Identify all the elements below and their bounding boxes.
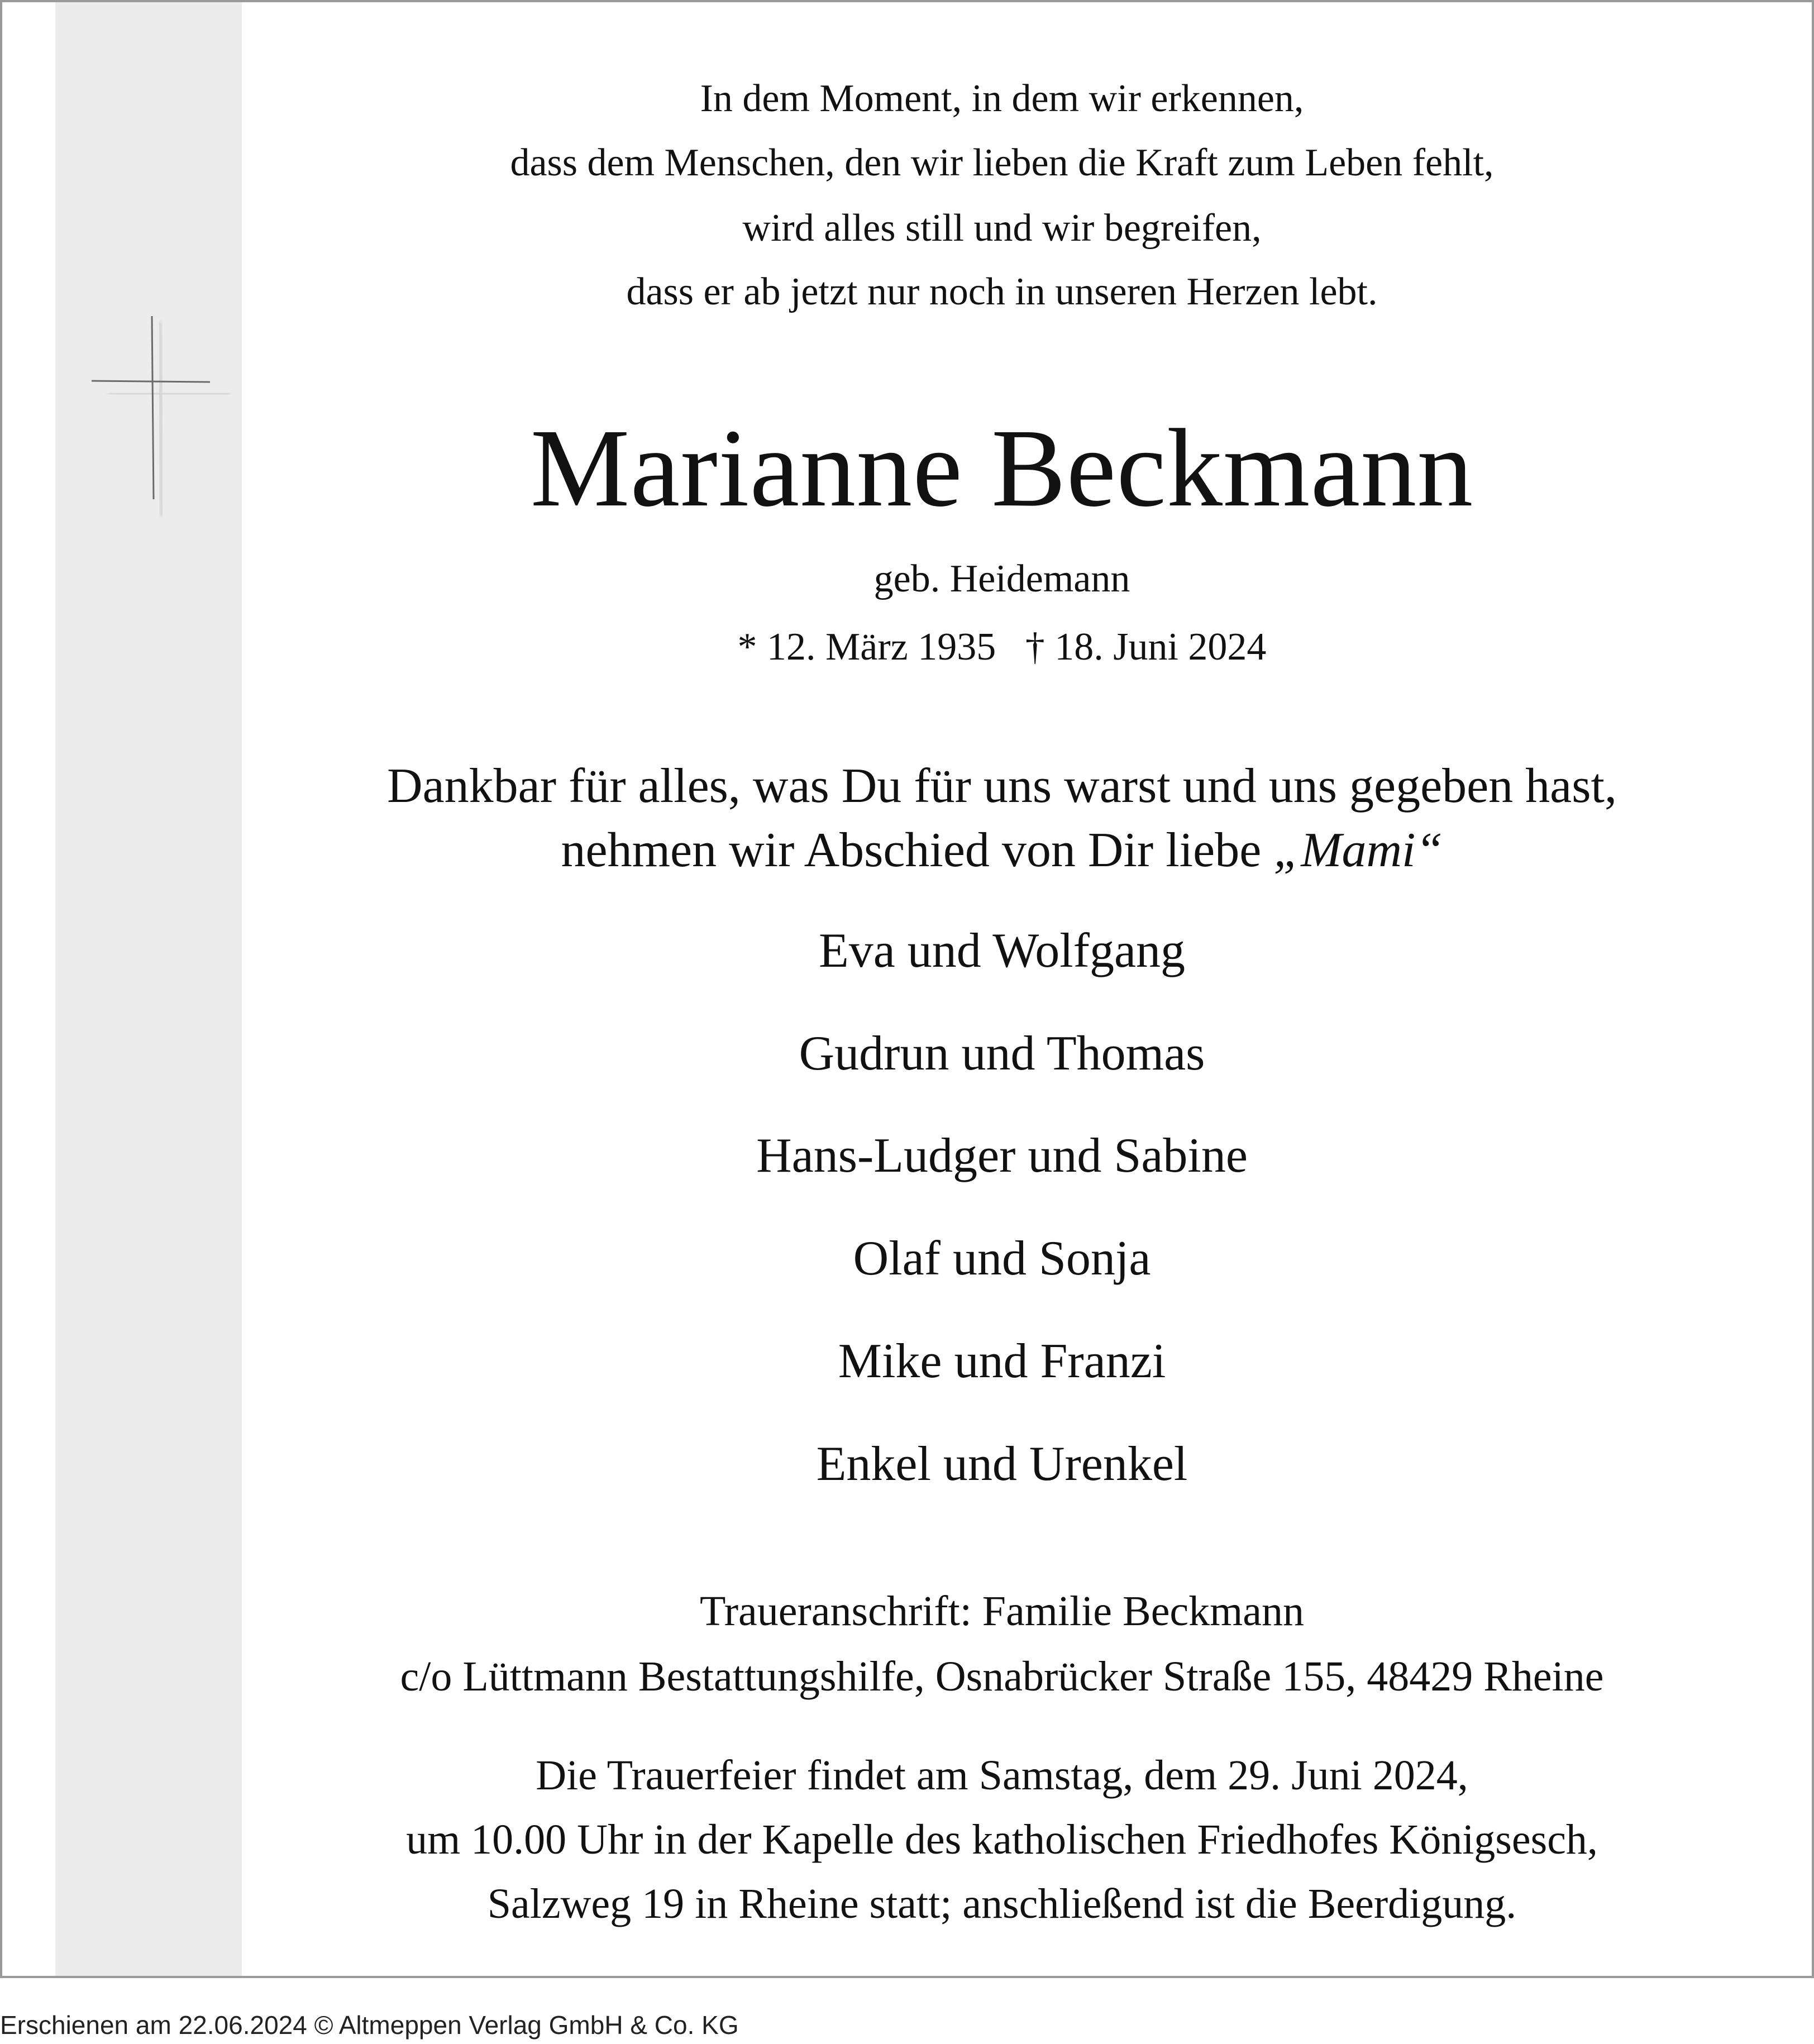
publication-footer: Erschienen am 22.06.2024 © Altmeppen Verlag GmbH & Co. KG — [0, 2010, 739, 2040]
ceremony-line: um 10.00 Uhr in der Kapelle des katholischen Friedhofes Königsesch, — [406, 1816, 1598, 1863]
life-dates: * 12. März 1935 † 18. Juni 2024 — [737, 625, 1267, 668]
poem-line: dass dem Menschen, den wir lieben die Kraft zum Leben fehlt, — [510, 141, 1494, 184]
poem-line: wird alles still und wir begreifen, — [742, 207, 1262, 250]
mourner-line: Eva und Wolfgang — [818, 924, 1186, 978]
farewell-line: Dankbar für alles, was Du für uns warst und uns gegeben hast, — [387, 759, 1617, 813]
address-line: c/o Lüttmann Bestattungshilfe, Osnabrücker Straße 155, 48429 Rheine — [400, 1653, 1604, 1700]
poem-line: In dem Moment, in dem wir erkennen, — [700, 77, 1304, 120]
decorative-side-strip — [55, 2, 242, 1976]
deceased-name: Marianne Beckmann — [530, 407, 1474, 530]
mourner-line: Mike und Franzi — [838, 1334, 1166, 1388]
ceremony-line: Salzweg 19 in Rheine statt; anschließend ist die Beerdigung. — [487, 1880, 1517, 1927]
farewell-name: „Mami“ — [1273, 823, 1443, 877]
farewell-line — [242, 823, 1762, 877]
farewell-text: nehmen wir Abschied von Dir liebe — [561, 823, 1274, 877]
mourner-line: Olaf und Sonja — [853, 1231, 1151, 1286]
poem-line: dass er ab jetzt nur noch in unseren Herzen lebt. — [626, 270, 1378, 313]
mourner-line: Enkel und Urenkel — [816, 1437, 1188, 1491]
address-line: Traueranschrift: Familie Beckmann — [699, 1588, 1305, 1635]
cross-icon — [86, 315, 237, 522]
mourner-line: Gudrun und Thomas — [799, 1026, 1205, 1081]
ceremony-line: Die Trauerfeier findet am Samstag, dem 29. Juni 2024, — [536, 1752, 1468, 1799]
birth-name: geb. Heidemann — [873, 557, 1130, 600]
mourner-line: Hans-Ludger und Sabine — [756, 1129, 1248, 1183]
